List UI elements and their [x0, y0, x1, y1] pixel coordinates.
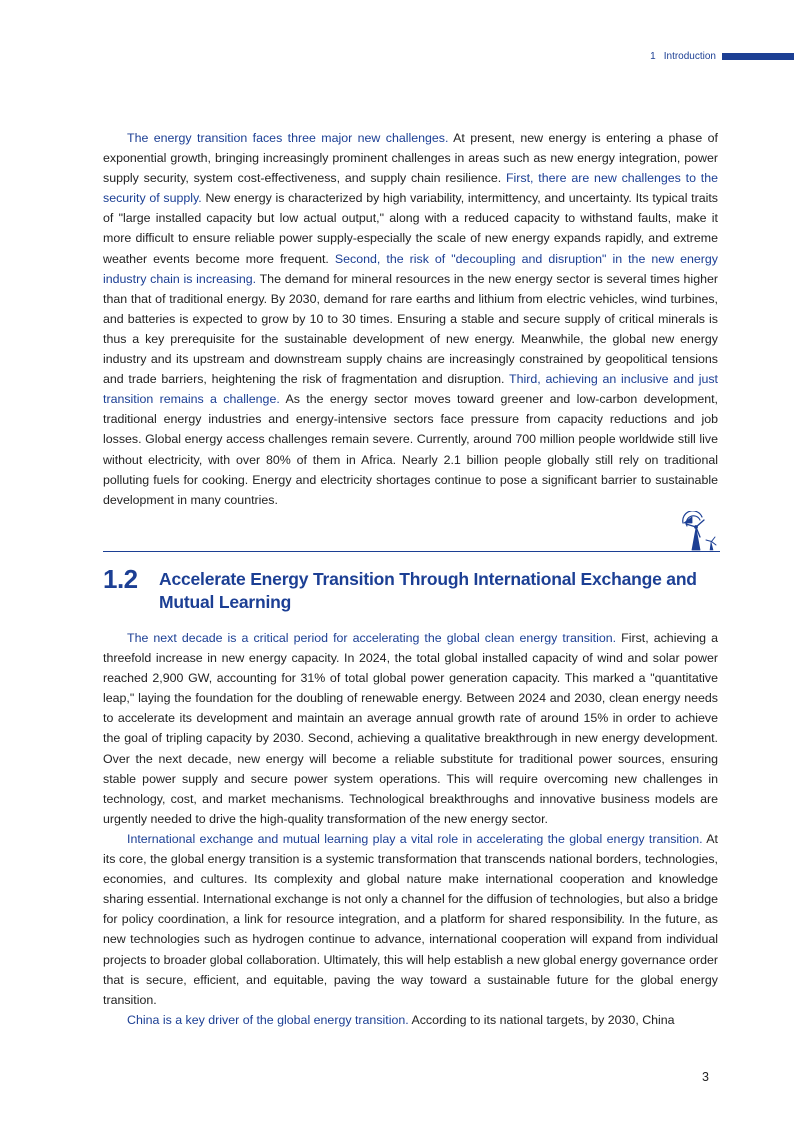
paragraph-international-exchange	[103, 829, 718, 1010]
paragraph-challenges	[103, 128, 718, 510]
body-text: First, achieving a threefold increase in new energy capacity. In 2024, the total global installed capacity of wind and solar power reached 2,900 GW, accounting for 31% of total global power generation capacity. This marked a "quantitative leap," laying the foundation for the doubling of renewable energy. Between 2024 and 2030, clean energy needs to accelerate its development and maintain an average annual growth rate of around 15% in order to achieve the goal of tripling capacity by 2030. Second, achieving a qualitative breakthrough in new energy development. Over the next decade, new energy will become a reliable substitute for traditional power sources, ensuring stable power supply and secure power system operations. This will require overcoming new challenges in technology, cost, and market mechanisms. Technological breakthroughs and innovative business models are urgently needed to drive the high-quality transformation of the new energy sector.	[103, 631, 718, 826]
paragraph-china-driver	[103, 1010, 718, 1030]
section-title-line: Accelerate Energy Transition Through International Exchange and	[159, 569, 697, 589]
body-text: According to its national targets, by 2030, China	[408, 1012, 675, 1027]
running-header-text	[650, 51, 716, 62]
running-header	[650, 49, 794, 63]
section-1-1-body	[103, 128, 718, 510]
highlight-text: International exchange and mutual learning play a vital role in accelerating the global energy transition.	[127, 831, 703, 846]
chapter-title: Introduction	[663, 50, 716, 62]
section-number: 1.2	[103, 564, 138, 594]
section-title	[159, 562, 697, 614]
chapter-number: 1	[650, 50, 656, 62]
highlight-text: Third, achieving an inclusive and just transition remains a challenge.	[103, 372, 718, 407]
header-accent-bar	[722, 53, 794, 60]
highlight-text: Second, the risk of "decoupling and disruption" in the new energy industry chain is increasing.	[103, 251, 718, 286]
body-text: At present, new energy is entering a phase of exponential growth, bringing increasingly prominent challenges in areas such as new energy integration, power supply security, system cost-effectiveness, and supply chain resilience.	[103, 131, 718, 186]
wind-turbine-icon	[678, 511, 720, 551]
page-number: 3	[702, 1070, 709, 1084]
highlight-text: The energy transition faces three major new challenges.	[127, 131, 449, 145]
section-1-2-body	[103, 628, 718, 1030]
body-text: At its core, the global energy transition is a systemic transformation that transcends national borders, technologies, economies, and cultures. Its complexity and global nature make international cooperation and knowledge sharing essential. International exchange is not only a channel for the diffusion of technologies, but also a bridge for policy coordination, a link for resource integration, and a platform for shared responsibility. In the future, as new technologies such as hydrogen continue to advance, international cooperation will expand from individual projects to broader global collaboration. Ultimately, this will help establish a new global energy governance order that is secure, efficient, and equitable, paving the way toward a sustainable future for the global energy transition.	[103, 831, 718, 1007]
highlight-text: The next decade is a critical period for accelerating the global clean energy transition.	[127, 631, 617, 645]
section-heading	[103, 562, 723, 614]
section-title-line: Mutual Learning	[159, 592, 292, 612]
highlight-text: First, there are new challenges to the security of supply.	[103, 171, 718, 206]
highlight-text: China is a key driver of the global energy transition.	[127, 1012, 409, 1027]
divider-line	[103, 551, 720, 552]
paragraph-critical-decade	[103, 628, 718, 829]
section-divider	[103, 510, 720, 552]
body-text: New energy is characterized by high variability, intermittency, and uncertainty. Its typical traits of "large installed capacity but low actual output," along with a reduced capacity to withstand faults, make it more difficult to ensure reliable power supply-especially the scale of new energy expands rapidly, and extreme weather events become more frequent.	[103, 191, 718, 266]
body-text: As the energy sector moves toward greener and low-carbon development, traditional energy industries and energy-intensive sectors face pressure from capacity reductions and job losses. Global energy access challenges remain severe. Currently, around 700 million people worldwide still live without electricity, with over 80% of them in Africa. Nearly 2.1 billion people globally still rely on traditional polluting fuels for cooking. Energy and electricity shortages continue to pose a significant barrier to sustainable development in many countries.	[103, 392, 718, 507]
body-text: The demand for mineral resources in the new energy sector is several times higher than that of traditional energy. By 2030, demand for rare earths and lithium from electric vehicles, wind turbines, and batteries is expected to grow by 10 to 30 times. Ensuring a stable and secure supply of critical minerals is thus a key prerequisite for the sustainable development of new energy. Meanwhile, the global new energy industry and its upstream and downstream supply chains are increasingly constrained by geopolitical tensions and trade barriers, heightening the risk of fragmentation and disruption.	[103, 271, 718, 387]
